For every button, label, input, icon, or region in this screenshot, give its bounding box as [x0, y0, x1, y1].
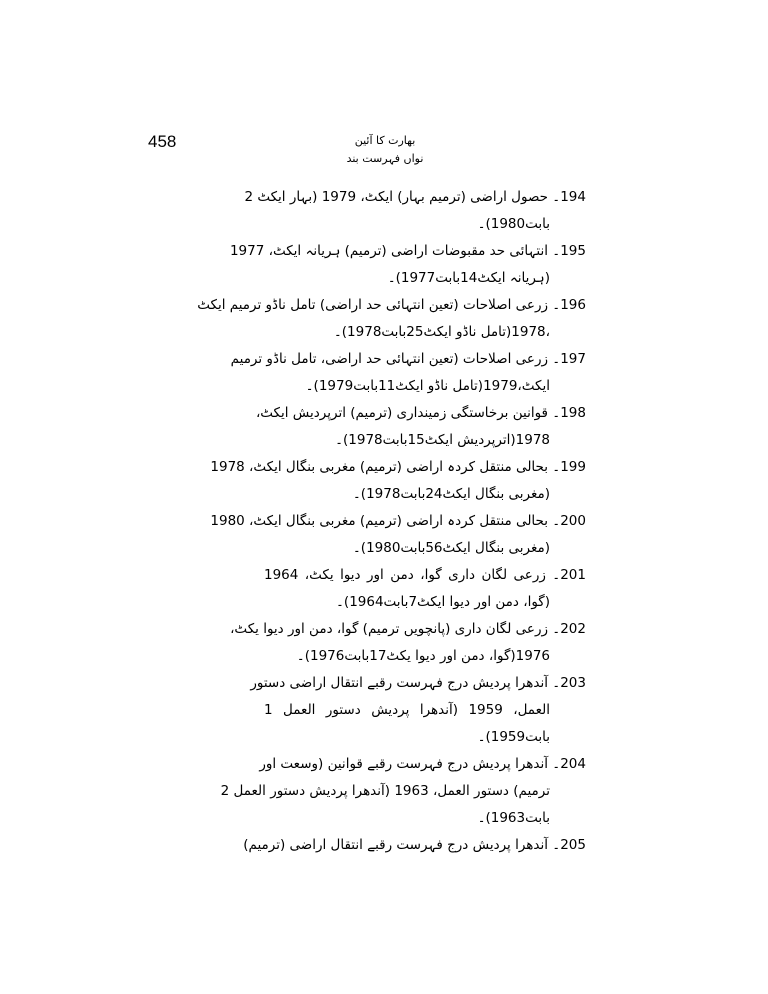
- entry-line: (گوا، دمن اور دیوا ایکٹ7بابت1964)۔: [336, 594, 550, 610]
- entry-line: بابت1959)۔: [477, 729, 550, 745]
- entry-line: 195۔ انتہائی حد مقبوضات اراضی (ترمیم) ہریانہ ایکٹ، 1977: [229, 243, 586, 259]
- entry-197: [230, 346, 586, 400]
- entry-line: 202۔ زرعی لگان داری (پانچویں ترمیم) گوا، دمن اور دیوا یکٹ،: [230, 621, 586, 637]
- entry-line: ترمیم) دستور العمل، 1963 (آندھرا پردیش دستور العمل 2: [220, 783, 550, 799]
- entry-196: [197, 292, 586, 346]
- entry-203: [250, 670, 586, 751]
- entry-line: 200۔ بحالی منتقل کردہ اراضی (ترمیم) مغربی بنگال ایکٹ، 1980: [210, 513, 586, 529]
- entry-200: [210, 508, 586, 562]
- entry-205: [243, 832, 586, 859]
- entry-198: [255, 400, 586, 454]
- entry-line: 203۔ آندھرا پردیش درج فہرست رقبے انتقال اراضی دستور: [250, 675, 586, 691]
- entry-201: [264, 562, 586, 616]
- entry-202: [230, 616, 586, 670]
- entry-line: 204۔ آندھرا پردیش درج فہرست رقبے قوانین (وسعت اور: [259, 756, 586, 772]
- entry-line: العمل، 1959 (آندھرا پردیش دستور العمل 1: [264, 702, 550, 718]
- entry-line: 1976(گوا، دمن اور دیوا یکٹ17بابت1976)۔: [296, 648, 550, 664]
- entry-line: 196۔ زرعی اصلاحات (تعین انتہائی حد اراضی) تامل ناڈو ترمیم ایکٹ: [197, 297, 586, 313]
- entry-line: 199۔ بحالی منتقل کردہ اراضی (ترمیم) مغربی بنگال ایکٹ، 1978: [210, 459, 586, 475]
- entry-line: 194۔ حصول اراضی (ترمیم بہار) ایکٹ، 1979 (بہار ایکٹ 2: [244, 189, 586, 205]
- entry-line: (مغربی بنگال ایکٹ24بابت1978)۔: [352, 486, 550, 502]
- entry-194: [244, 184, 586, 238]
- entry-line: (مغربی بنگال ایکٹ56بابت1980)۔: [352, 540, 550, 556]
- entry-line: بابت1963)۔: [477, 810, 550, 826]
- entry-line: 201۔ زرعی لگان داری گوا، دمن اور دیوا یکٹ، 1964: [264, 567, 586, 583]
- entry-line: 1978(اترپردیش ایکٹ15بابت1978)۔: [335, 432, 550, 448]
- running-header: [330, 132, 440, 168]
- page-number: 458: [148, 132, 177, 151]
- entry-line: 198۔ قوانین برخاستگی زمینداری (ترمیم) اترپردیش ایکٹ،: [255, 405, 586, 421]
- entry-199: [210, 454, 586, 508]
- header-title: بھارت کا آئین: [354, 134, 416, 147]
- entry-204: [220, 751, 586, 832]
- entry-line: 197۔ زرعی اصلاحات (تعین انتہائی حد اراضی، تامل ناڈو ترمیم: [230, 351, 586, 367]
- entry-line: بابت1980)۔: [477, 216, 550, 232]
- entry-line: ،1978(تامل ناڈو ایکٹ25بابت1978)۔: [333, 324, 550, 340]
- entry-list: [197, 184, 586, 859]
- entry-line: 205۔ آندھرا پردیش درج فہرست رقبے انتقال اراضی (ترمیم): [243, 837, 586, 853]
- entry-195: [229, 238, 586, 292]
- entry-line: (ہریانہ ایکٹ14بابت1977)۔: [387, 270, 550, 286]
- entry-line: ایکٹ،1979(تامل ناڈو ایکٹ11بابت1979)۔: [305, 378, 550, 394]
- header-subtitle: نواں فہرست بند: [346, 152, 424, 165]
